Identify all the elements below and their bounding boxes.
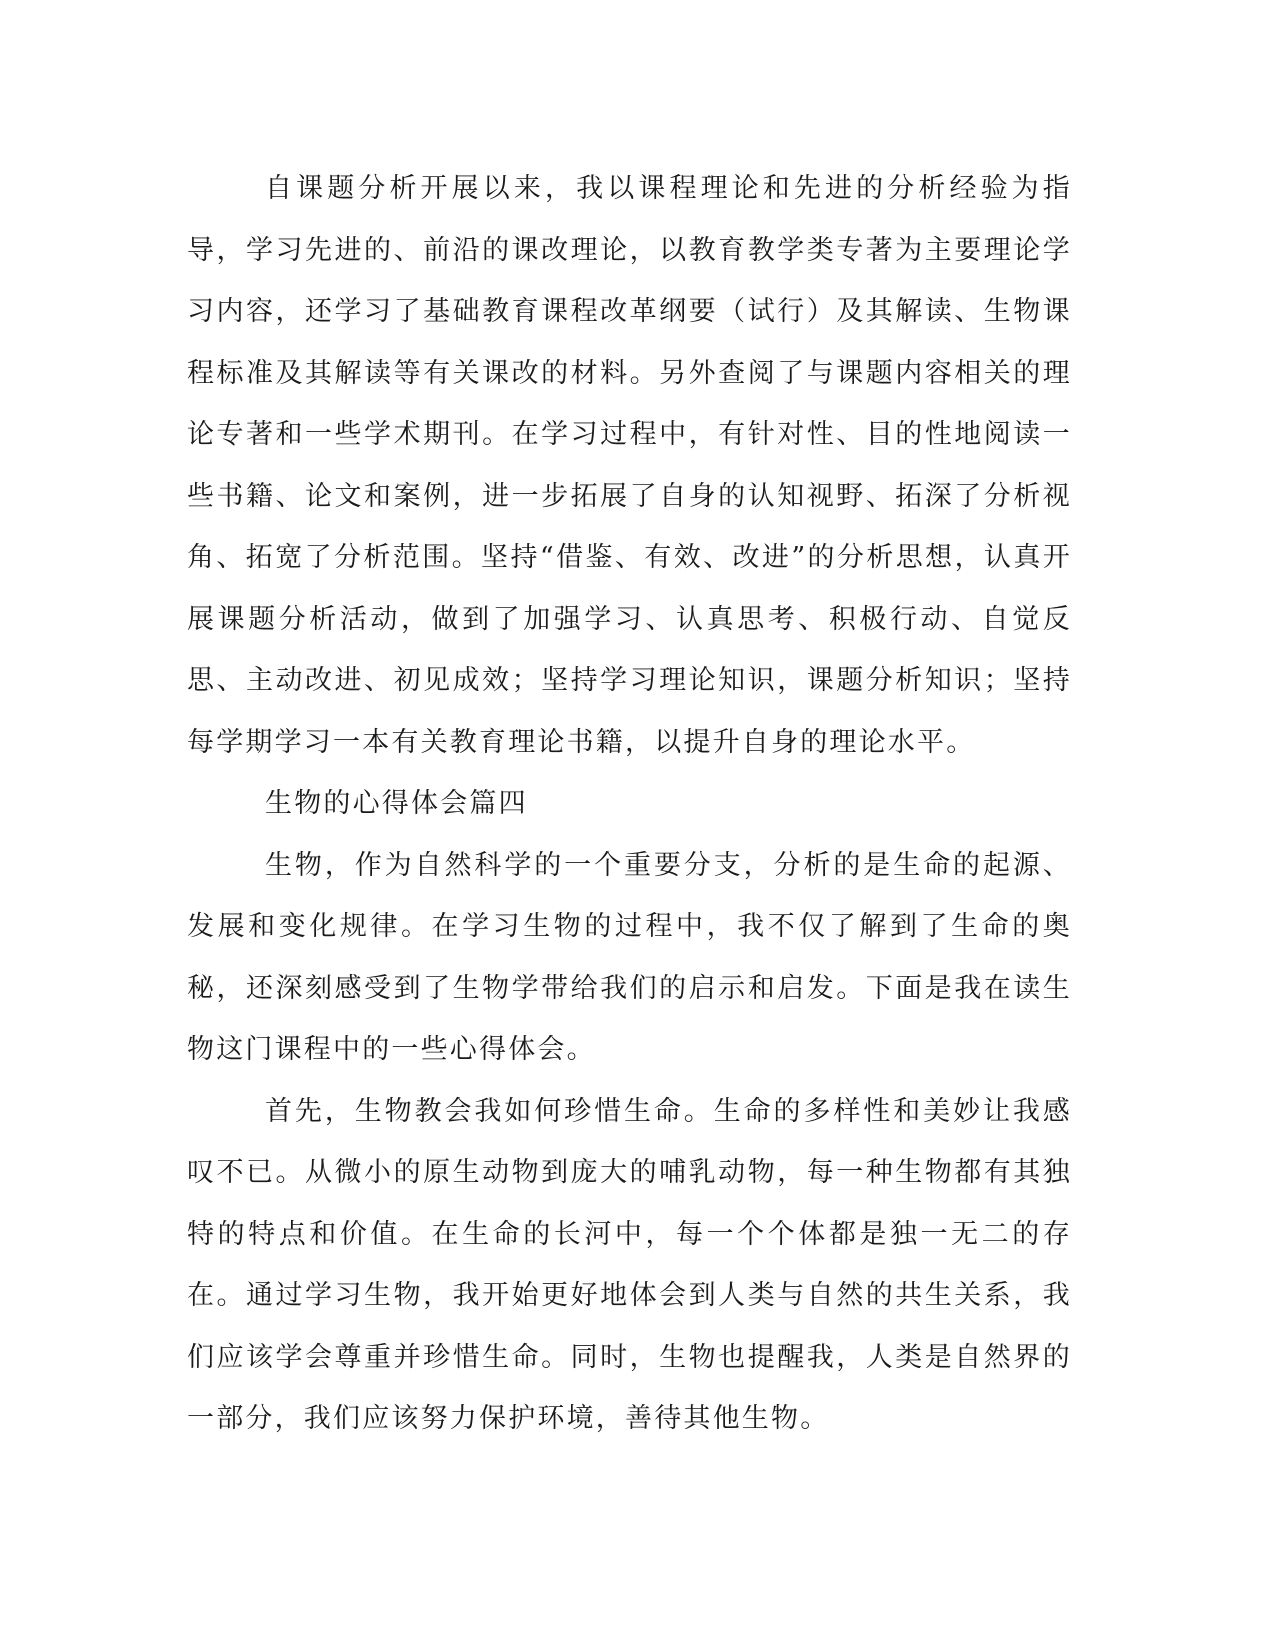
paragraph-biology-intro: 生物，作为自然科学的一个重要分支，分析的是生命的起源、发展和变化规律。在学习生物的过程中，我不仅了解到了生命的奥秘，还深刻感受到了生物学带给我们的启示和启发。下面是我在读生物这门课程中的一些心得体会。 bbox=[187, 849, 1072, 1065]
paragraph-cherish-life: 首先，生物教会我如何珍惜生命。生命的多样性和美妙让我感叹不已。从微小的原生动物到庞大的哺乳动物，每一种生物都有其独特的特点和价值。在生命的长河中，每一个个体都是独一无二的存在。通过学习生物，我开始更好地体会到人类与自然的共生关系，我们应该学会尊重并珍惜生命。同时，生物也提醒我，人类是自然界的一部分，我们应该努力保护环境，善待其他生物。 bbox=[187, 1095, 1072, 1434]
document-body bbox=[187, 158, 1072, 1450]
section-heading: 生物的心得体会篇四 bbox=[265, 788, 528, 819]
paragraph-research-study: 自课题分析开展以来，我以课程理论和先进的分析经验为指导，学习先进的、前沿的课改理论，以教育教学类专著为主要理论学习内容，还学习了基础教育课程改革纲要（试行）及其解读、生物课程标准及其解读等有关课改的材料。另外查阅了与课题内容相关的理论专著和一些学术期刊。在学习过程中，有针对性、目的性地阅读一些书籍、论文和案例，进一步拓展了自身的认知视野、拓深了分析视角、拓宽了分析范围。坚持“借鉴、有效、改进”的分析思想，认真开展课题分析活动，做到了加强学习、认真思考、积极行动、自觉反思、主动改进、初见成效；坚持学习理论知识，课题分析知识；坚持每学期学习一本有关教育理论书籍，以提升自身的理论水平。 bbox=[187, 173, 1072, 758]
